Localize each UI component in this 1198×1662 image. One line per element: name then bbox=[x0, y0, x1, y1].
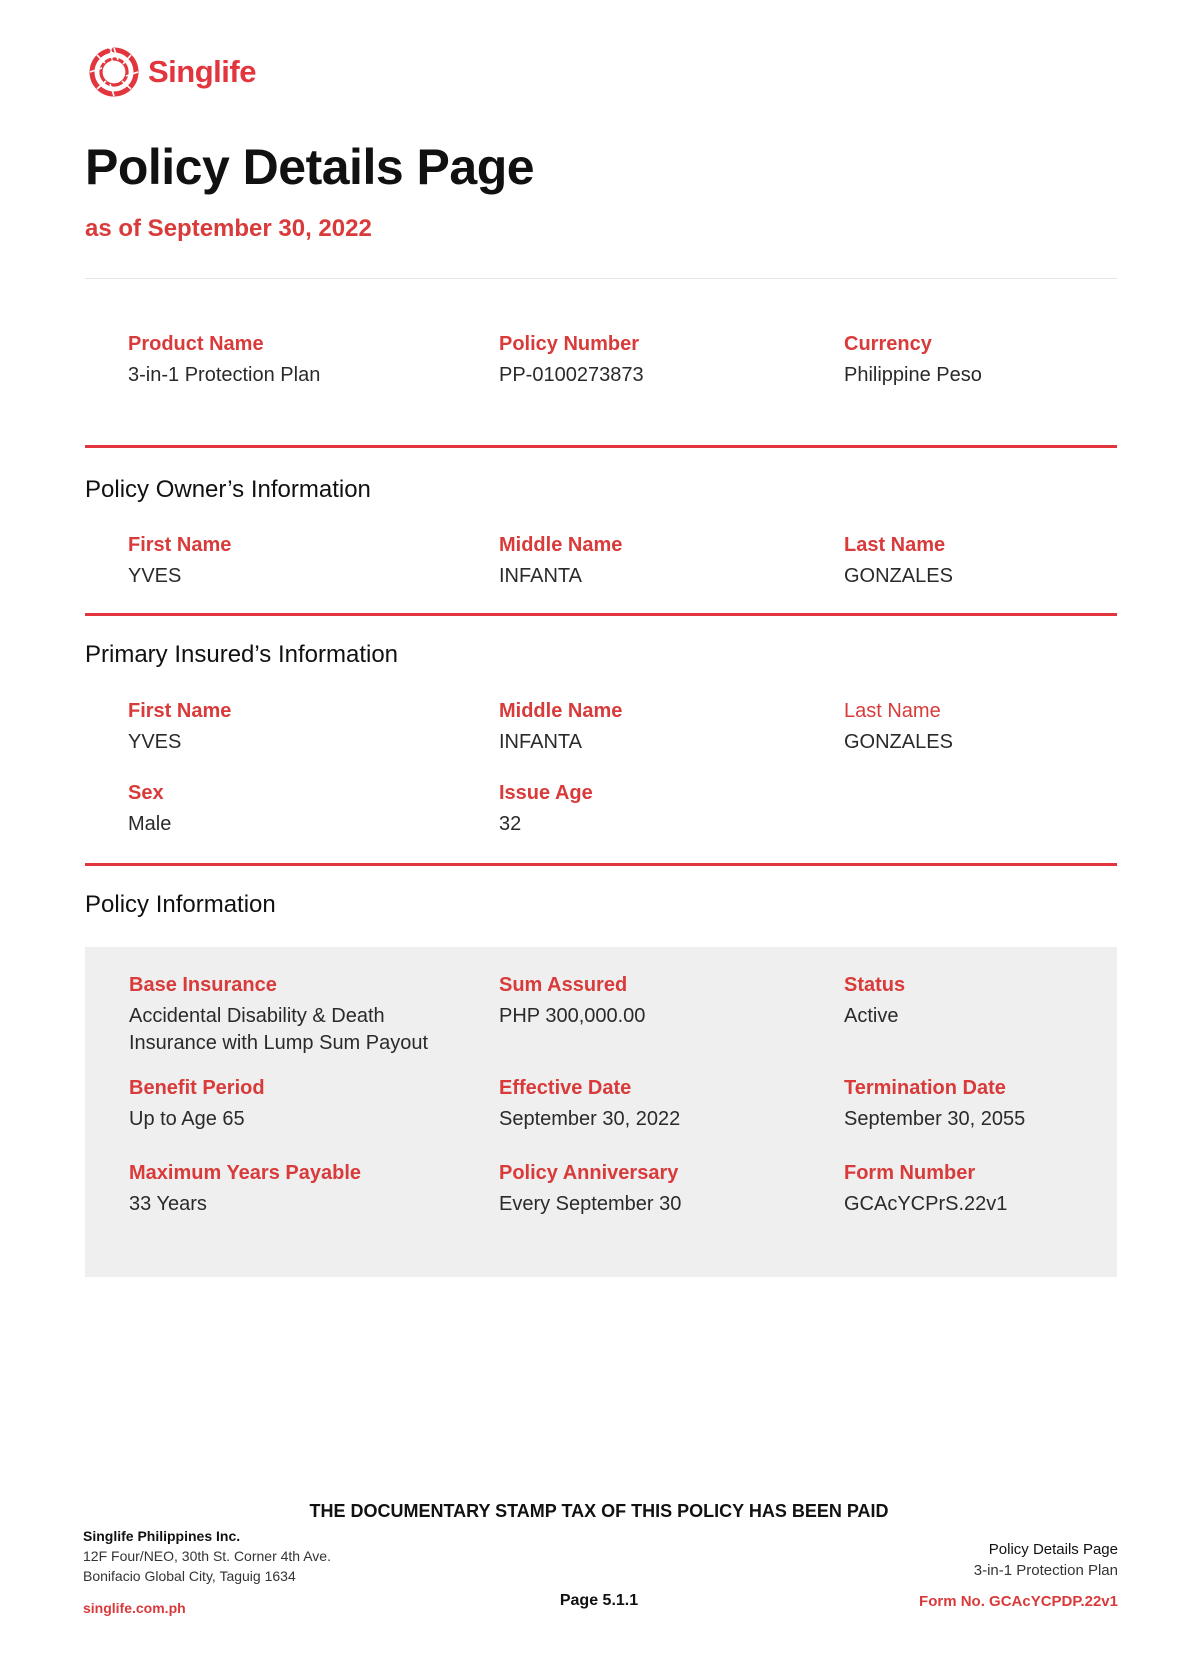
max-years-value: 33 Years bbox=[129, 1193, 207, 1215]
company-name: Singlife Philippines Inc. bbox=[83, 1528, 241, 1544]
benefit-period-label: Benefit Period bbox=[129, 1077, 265, 1099]
divider bbox=[85, 278, 1117, 279]
product-name-label: Product Name bbox=[128, 333, 264, 355]
insured-last-name-field bbox=[844, 699, 953, 756]
insured-issue-age-label: Issue Age bbox=[499, 782, 593, 804]
owner-middle-name-value: INFANTA bbox=[499, 565, 582, 587]
sum-assured-value: PHP 300,000.00 bbox=[499, 1005, 646, 1027]
base-insurance-line1: Accidental Disability & Death bbox=[129, 1005, 385, 1027]
insured-first-name-label: First Name bbox=[128, 700, 232, 722]
product-name-field bbox=[128, 332, 320, 389]
currency-field bbox=[844, 332, 982, 389]
address-line-2: Bonifacio Global City, Taguig 1634 bbox=[83, 1568, 296, 1584]
benefit-period-value: Up to Age 65 bbox=[129, 1108, 245, 1130]
brand-logo bbox=[88, 46, 256, 98]
owner-middle-name-field bbox=[499, 533, 622, 590]
insured-first-name-value: YVES bbox=[128, 731, 182, 753]
termination-date-value: September 30, 2055 bbox=[844, 1108, 1026, 1130]
insured-issue-age-field bbox=[499, 781, 593, 838]
footer-doc-product: 3-in-1 Protection Plan bbox=[973, 1562, 1118, 1579]
footer-doc-title: Policy Details Page bbox=[988, 1541, 1118, 1558]
insured-sex-value: Male bbox=[128, 813, 172, 835]
owner-section-heading: Policy Owner’s Information bbox=[85, 476, 371, 503]
anniversary-value: Every September 30 bbox=[499, 1193, 682, 1215]
status-label: Status bbox=[844, 974, 906, 996]
max-years-label: Maximum Years Payable bbox=[129, 1162, 361, 1184]
owner-last-name-field bbox=[844, 533, 953, 590]
page-title: Policy Details Page bbox=[85, 139, 535, 195]
owner-last-name-label: Last Name bbox=[844, 534, 946, 556]
form-number-field bbox=[844, 1161, 1007, 1218]
form-number-value: GCAcYCPrS.22v1 bbox=[844, 1193, 1008, 1215]
owner-first-name-label: First Name bbox=[128, 534, 232, 556]
base-insurance-value bbox=[129, 1003, 428, 1057]
section-divider bbox=[85, 863, 1117, 866]
anniversary-label: Policy Anniversary bbox=[499, 1162, 679, 1184]
form-number-label: Form Number bbox=[844, 1162, 976, 1184]
insured-middle-name-field bbox=[499, 699, 622, 756]
base-insurance-line2: Insurance with Lump Sum Payout bbox=[129, 1032, 429, 1054]
insured-last-name-label: Last Name bbox=[844, 700, 941, 722]
max-years-field bbox=[129, 1161, 361, 1218]
insured-last-name-value: GONZALES bbox=[844, 731, 953, 753]
termination-date-field bbox=[844, 1076, 1025, 1133]
insured-first-name-field bbox=[128, 699, 231, 756]
section-divider bbox=[85, 613, 1117, 616]
policy-number-value: PP-0100273873 bbox=[499, 364, 644, 386]
insured-middle-name-value: INFANTA bbox=[499, 731, 582, 753]
sum-assured-field bbox=[499, 973, 645, 1030]
base-insurance-field bbox=[129, 973, 428, 1057]
sum-assured-label: Sum Assured bbox=[499, 974, 628, 996]
singlife-swirl-logo-icon bbox=[88, 46, 140, 98]
owner-last-name-value: GONZALES bbox=[844, 565, 953, 587]
page-number: Page 5.1.1 bbox=[559, 1592, 639, 1609]
effective-date-label: Effective Date bbox=[499, 1077, 632, 1099]
termination-date-label: Termination Date bbox=[844, 1077, 1006, 1099]
section-divider bbox=[85, 445, 1117, 448]
anniversary-field bbox=[499, 1161, 681, 1218]
policy-number-label: Policy Number bbox=[499, 333, 640, 355]
insured-issue-age-value: 32 bbox=[499, 813, 522, 835]
insured-section-heading: Primary Insured’s Information bbox=[85, 641, 399, 668]
status-field bbox=[844, 973, 905, 1030]
policy-section-heading: Policy Information bbox=[85, 891, 276, 918]
owner-first-name-value: YVES bbox=[128, 565, 182, 587]
website-link[interactable]: singlife.com.ph bbox=[83, 1600, 186, 1616]
status-value: Active bbox=[844, 1005, 899, 1027]
address-line-1: 12F Four/NEO, 30th St. Corner 4th Ave. bbox=[83, 1548, 331, 1564]
effective-date-value: September 30, 2022 bbox=[499, 1108, 681, 1130]
base-insurance-label: Base Insurance bbox=[129, 974, 277, 996]
owner-first-name-field bbox=[128, 533, 231, 590]
insured-sex-field bbox=[128, 781, 171, 838]
currency-label: Currency bbox=[844, 333, 932, 355]
product-name-value: 3-in-1 Protection Plan bbox=[128, 364, 321, 386]
document-info bbox=[919, 1539, 1118, 1612]
as-of-date: as of September 30, 2022 bbox=[85, 215, 372, 242]
effective-date-field bbox=[499, 1076, 680, 1133]
currency-value: Philippine Peso bbox=[844, 364, 982, 386]
insured-middle-name-label: Middle Name bbox=[499, 700, 623, 722]
insured-sex-label: Sex bbox=[128, 782, 164, 804]
benefit-period-field bbox=[129, 1076, 265, 1133]
owner-middle-name-label: Middle Name bbox=[499, 534, 623, 556]
footer-form-number: Form No. GCAcYCPDP.22v1 bbox=[919, 1593, 1118, 1610]
policy-number-field bbox=[499, 332, 644, 389]
stamp-tax-notice: THE DOCUMENTARY STAMP TAX OF THIS POLICY HAS BEEN PAID bbox=[309, 1501, 889, 1521]
brand-name: Singlife bbox=[148, 54, 256, 89]
